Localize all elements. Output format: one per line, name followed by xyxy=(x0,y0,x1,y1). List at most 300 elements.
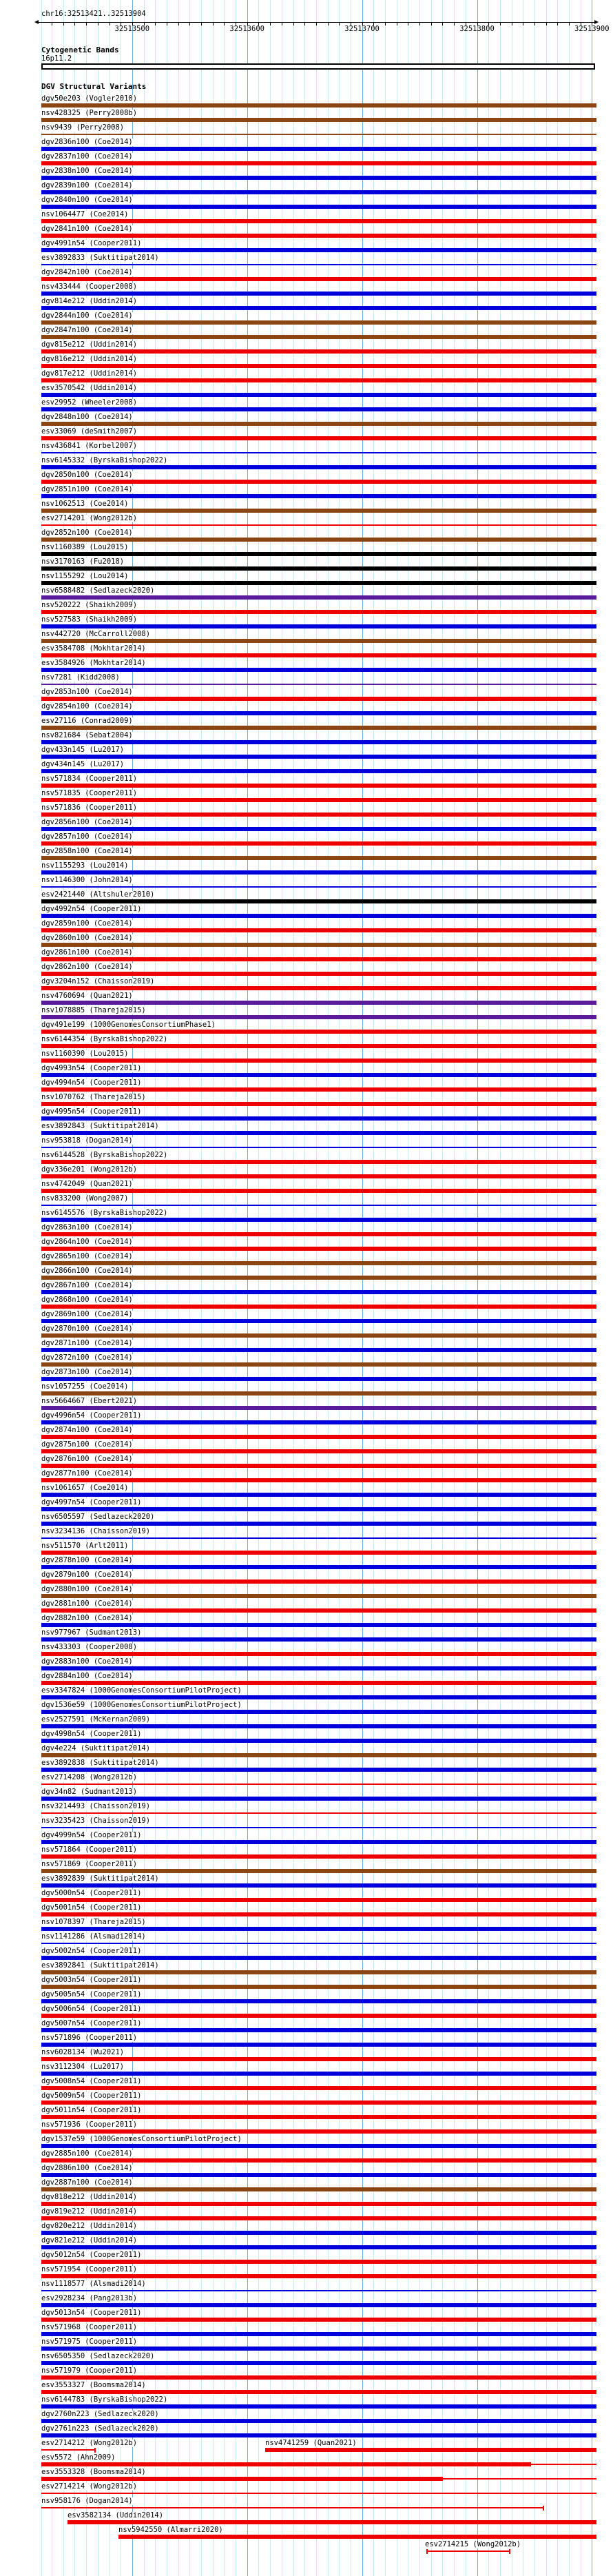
variant-label[interactable]: nsv1118577 (Alsmadi2014) xyxy=(41,2280,146,2288)
variant-label[interactable]: nsv571975 (Cooper2011) xyxy=(41,2338,138,2346)
variant-label[interactable]: nsv6144528 (ByrskaBishop2022) xyxy=(41,1151,168,1159)
variant-label[interactable]: dgv2842n100 (Coe2014) xyxy=(41,268,133,276)
variant-label[interactable]: esv3892839 (Suktitipat2014) xyxy=(41,1874,159,1883)
variant-label[interactable]: dgv2883n100 (Coe2014) xyxy=(41,1657,133,1666)
variant-label[interactable]: dgv4999n54 (Cooper2011) xyxy=(41,1831,142,1839)
variant-label[interactable]: dgv2871n100 (Coe2014) xyxy=(41,1339,133,1347)
variant-bar[interactable] xyxy=(41,349,596,354)
variant-line[interactable] xyxy=(41,1205,596,1206)
variant-label[interactable]: nsv6588482 (Sedlazeck2020) xyxy=(41,586,155,595)
variant-label[interactable]: nsv1078397 (Thareja2015) xyxy=(41,1918,146,1926)
variant-label[interactable]: dgv816e212 (Uddin2014) xyxy=(41,355,138,363)
variant-bar[interactable] xyxy=(41,856,596,860)
variant-bar[interactable] xyxy=(41,378,596,382)
variant-label[interactable]: dgv2853n100 (Coe2014) xyxy=(41,688,133,696)
variant-label[interactable]: nsv433303 (Cooper2008) xyxy=(41,1643,138,1651)
variant-label[interactable]: nsv1155293 (Lou2014) xyxy=(41,861,129,870)
variant-label[interactable]: nsv571835 (Cooper2011) xyxy=(41,789,138,797)
variant-label[interactable]: dgv4993n54 (Cooper2011) xyxy=(41,1064,142,1072)
variant-label[interactable]: nsv571834 (Cooper2011) xyxy=(41,775,138,783)
variant-bar[interactable] xyxy=(41,465,596,469)
variant-bar[interactable] xyxy=(41,1666,596,1670)
variant-bar[interactable] xyxy=(41,2274,596,2278)
variant-bar[interactable] xyxy=(41,1073,596,1077)
variant-label[interactable]: dgv4991n54 (Cooper2011) xyxy=(41,239,142,247)
variant-bar[interactable] xyxy=(41,1044,596,1048)
variant-label[interactable]: esv3584926 (Mokhtar2014) xyxy=(41,659,146,667)
variant-label[interactable]: dgv817e212 (Uddin2014) xyxy=(41,369,138,378)
variant-bar[interactable] xyxy=(41,190,596,194)
variant-label[interactable]: dgv2838n100 (Coe2014) xyxy=(41,167,133,175)
variant-label[interactable]: dgv491e199 (1000GenomesConsortiumPhase1) xyxy=(41,1021,216,1029)
variant-label[interactable]: dgv2865n100 (Coe2014) xyxy=(41,1252,133,1260)
variant-bar[interactable] xyxy=(41,2361,596,2365)
variant-bar[interactable] xyxy=(41,1883,596,1888)
variant-bar[interactable] xyxy=(41,624,596,628)
variant-label[interactable]: dgv3204n152 (Chaisson2019) xyxy=(41,977,155,985)
variant-bar[interactable] xyxy=(41,769,596,773)
variant-bar[interactable] xyxy=(41,1580,596,1584)
variant-bar[interactable] xyxy=(41,1377,596,1381)
variant-label[interactable]: esv3892838 (Suktitipat2014) xyxy=(41,1759,159,1767)
variant-bar[interactable] xyxy=(41,914,596,918)
variant-label[interactable]: dgv821e212 (Uddin2014) xyxy=(41,2236,138,2245)
variant-label[interactable]: nsv977967 (Sudmant2013) xyxy=(41,1628,142,1637)
variant-bar[interactable] xyxy=(41,277,596,281)
variant-bar[interactable] xyxy=(41,176,596,180)
variant-label[interactable]: dgv2867n100 (Coe2014) xyxy=(41,1281,133,1289)
variant-bar[interactable] xyxy=(41,364,596,368)
variant-bar[interactable] xyxy=(41,740,596,744)
variant-label[interactable]: esv2714212 (Wong2012b) xyxy=(41,2439,138,2447)
variant-line[interactable] xyxy=(41,264,596,265)
variant-label[interactable]: dgv2760n223 (Sedlazeck2020) xyxy=(41,2410,159,2418)
variant-bar[interactable] xyxy=(41,899,596,903)
variant-bar[interactable] xyxy=(41,668,596,672)
variant-bar[interactable] xyxy=(41,1753,596,1757)
variant-label[interactable]: dgv2839n100 (Coe2014) xyxy=(41,181,133,190)
variant-bar[interactable] xyxy=(41,509,596,513)
variant-bar[interactable] xyxy=(41,1956,596,1960)
variant-bar[interactable] xyxy=(41,1464,596,1468)
variant-bar[interactable] xyxy=(41,205,596,209)
variant-bar[interactable] xyxy=(41,1290,596,1294)
variant-bar[interactable] xyxy=(41,1594,596,1598)
variant-label[interactable]: esv3892833 (Suktitipat2014) xyxy=(41,254,159,262)
variant-bar[interactable] xyxy=(41,595,596,600)
variant-bar[interactable] xyxy=(41,697,596,701)
variant-bar[interactable] xyxy=(41,943,596,947)
variant-bar[interactable] xyxy=(41,2144,596,2148)
variant-bar[interactable] xyxy=(41,2129,596,2134)
variant-label[interactable]: dgv2862n100 (Coe2014) xyxy=(41,963,133,971)
variant-bar[interactable] xyxy=(41,1189,596,1193)
variant-bar[interactable] xyxy=(41,2072,596,2076)
variant-label[interactable]: dgv2887n100 (Coe2014) xyxy=(41,2178,133,2187)
variant-bar[interactable] xyxy=(41,1710,596,1714)
variant-bar[interactable] xyxy=(41,986,596,990)
variant-label[interactable]: nsv6028134 (Wu2021) xyxy=(41,2048,125,2056)
variant-bar[interactable] xyxy=(41,1333,596,1338)
variant-bar[interactable] xyxy=(41,2158,596,2163)
variant-label[interactable]: dgv5011n54 (Cooper2011) xyxy=(41,2106,142,2114)
variant-label[interactable]: nsv5664667 (Ebert2021) xyxy=(41,1397,138,1405)
variant-bar[interactable] xyxy=(41,581,596,585)
variant-bar[interactable] xyxy=(41,2231,596,2235)
variant-label[interactable]: dgv1537e59 (1000GenomesConsortiumPilotProject) xyxy=(41,2135,242,2143)
variant-bar[interactable] xyxy=(41,1565,596,1569)
variant-label[interactable]: dgv5002n54 (Cooper2011) xyxy=(41,1947,142,1955)
variant-label[interactable]: dgv2881n100 (Coe2014) xyxy=(41,1599,133,1608)
variant-bar[interactable] xyxy=(41,1232,596,1236)
variant-label[interactable]: esv3570542 (Uddin2014) xyxy=(41,384,138,392)
variant-bar[interactable] xyxy=(41,812,596,817)
variant-label[interactable]: dgv5009n54 (Cooper2011) xyxy=(41,2092,142,2100)
variant-line[interactable] xyxy=(41,1812,596,1814)
variant-label[interactable]: dgv2875n100 (Coe2014) xyxy=(41,1440,133,1449)
variant-line[interactable] xyxy=(41,1537,596,1539)
variant-bar[interactable] xyxy=(41,928,596,932)
variant-bar[interactable] xyxy=(41,972,596,976)
variant-label[interactable]: dgv5013n54 (Cooper2011) xyxy=(41,2309,142,2317)
variant-label[interactable]: esv5572 (Ahn2009) xyxy=(41,2453,116,2462)
variant-bar[interactable] xyxy=(41,1869,596,1873)
variant-label[interactable]: nsv5942550 (Almarri2020) xyxy=(118,2526,223,2534)
variant-bar[interactable] xyxy=(41,2028,596,2032)
variant-label[interactable]: nsv6144783 (ByrskaBishop2022) xyxy=(41,2395,168,2404)
variant-line[interactable] xyxy=(41,134,596,135)
variant-label[interactable]: esv3553327 (Boomsma2014) xyxy=(41,2381,146,2389)
variant-label[interactable]: dgv2859n100 (Coe2014) xyxy=(41,919,133,928)
variant-label[interactable]: nsv1064477 (Coe2014) xyxy=(41,210,129,218)
variant-label[interactable]: nsv833200 (Wong2007) xyxy=(41,1194,129,1203)
variant-bar[interactable] xyxy=(41,436,596,440)
variant-label[interactable]: dgv2884n100 (Coe2014) xyxy=(41,1672,133,1680)
variant-label[interactable]: dgv336e201 (Wong2012b) xyxy=(41,1165,138,1174)
variant-bar[interactable] xyxy=(41,1160,596,1164)
variant-bar[interactable] xyxy=(41,1768,596,1772)
variant-bar[interactable] xyxy=(41,1695,596,1699)
variant-bar[interactable] xyxy=(41,248,596,252)
variant-label[interactable]: dgv2837n100 (Coe2014) xyxy=(41,152,133,161)
variant-label[interactable]: nsv3214493 (Chaisson2019) xyxy=(41,1802,151,1810)
variant-label[interactable]: dgv5006n54 (Cooper2011) xyxy=(41,2005,142,2013)
variant-label[interactable]: dgv2864n100 (Coe2014) xyxy=(41,1238,133,1246)
variant-label[interactable]: esv2928234 (Pang2013b) xyxy=(41,2294,138,2302)
variant-bar[interactable] xyxy=(41,1001,596,1005)
variant-bar[interactable] xyxy=(41,1970,596,1974)
variant-label[interactable]: nsv3112304 (Lu2017) xyxy=(41,2063,125,2071)
variant-bar[interactable] xyxy=(41,610,596,614)
variant-label[interactable]: esv2421440 (Altshuler2010) xyxy=(41,890,155,899)
variant-line[interactable] xyxy=(41,1783,596,1785)
variant-bar[interactable] xyxy=(41,1030,596,1034)
variant-label[interactable]: dgv2852n100 (Coe2014) xyxy=(41,529,133,537)
variant-label[interactable]: dgv4e224 (Suktitipat2014) xyxy=(41,1744,151,1752)
variant-bar[interactable] xyxy=(41,566,596,571)
variant-label[interactable]: nsv958176 (Dogan2014) xyxy=(41,2497,133,2505)
variant-bar[interactable] xyxy=(41,393,596,397)
variant-label[interactable]: esv3347824 (1000GenomesConsortiumPilotProject) xyxy=(41,1686,242,1695)
variant-bar[interactable] xyxy=(41,422,596,426)
variant-label[interactable]: nsv1155292 (Lou2014) xyxy=(41,572,129,580)
variant-label[interactable]: esv2714215 (Wong2012b) xyxy=(425,2540,521,2548)
variant-label[interactable]: nsv4760694 (Quan2021) xyxy=(41,992,133,1000)
variant-label[interactable]: dgv2885n100 (Coe2014) xyxy=(41,2149,133,2158)
variant-label[interactable]: dgv2858n100 (Coe2014) xyxy=(41,847,133,855)
variant-line[interactable] xyxy=(41,2290,596,2291)
variant-label[interactable]: esv3553328 (Boomsma2014) xyxy=(41,2468,146,2476)
cytoband-bar[interactable] xyxy=(41,63,595,70)
variant-label[interactable]: nsv571968 (Cooper2011) xyxy=(41,2323,138,2331)
variant-line[interactable] xyxy=(41,1943,596,1944)
variant-bar[interactable] xyxy=(41,1406,596,1410)
variant-label[interactable]: dgv4997n54 (Cooper2011) xyxy=(41,1498,142,1506)
variant-bar[interactable] xyxy=(41,1478,596,1482)
variant-label[interactable]: dgv2882n100 (Coe2014) xyxy=(41,1614,133,1622)
variant-bar[interactable] xyxy=(41,2202,596,2206)
variant-label[interactable]: nsv1160389 (Lou2015) xyxy=(41,543,129,551)
variant-label[interactable]: nsv571954 (Cooper2011) xyxy=(41,2265,138,2273)
variant-label[interactable]: dgv2878n100 (Coe2014) xyxy=(41,1556,133,1564)
variant-bar[interactable] xyxy=(41,1059,596,1063)
variant-label[interactable]: nsv1061657 (Coe2014) xyxy=(41,1484,129,1492)
variant-bar[interactable] xyxy=(41,2014,596,2018)
variant-label[interactable]: esv33069 (deSmith2007) xyxy=(41,427,138,436)
variant-label[interactable]: esv3892841 (Suktitipat2014) xyxy=(41,1961,159,1970)
variant-bar[interactable] xyxy=(67,2520,596,2524)
variant-label[interactable]: nsv571979 (Cooper2011) xyxy=(41,2367,138,2375)
variant-label[interactable]: nsv1057255 (Coe2014) xyxy=(41,1382,129,1391)
variant-label[interactable]: dgv5008n54 (Cooper2011) xyxy=(41,2077,142,2085)
variant-label[interactable]: nsv428325 (Perry2008b) xyxy=(41,109,138,117)
variant-bar[interactable] xyxy=(41,711,596,715)
variant-label[interactable]: dgv815e212 (Uddin2014) xyxy=(41,340,138,349)
variant-label[interactable]: dgv4994n54 (Cooper2011) xyxy=(41,1079,142,1087)
variant-bar[interactable] xyxy=(41,2318,596,2322)
variant-label[interactable]: dgv2857n100 (Coe2014) xyxy=(41,832,133,841)
variant-bar[interactable] xyxy=(41,2419,596,2423)
variant-bar[interactable] xyxy=(41,1087,596,1092)
variant-bar[interactable] xyxy=(41,1999,596,2003)
variant-bar[interactable] xyxy=(41,2260,596,2264)
variant-label[interactable]: nsv9439 (Perry2008) xyxy=(41,123,125,132)
variant-bar[interactable] xyxy=(41,1218,596,1222)
variant-label[interactable]: dgv814e212 (Uddin2014) xyxy=(41,297,138,305)
variant-line[interactable] xyxy=(41,2507,543,2508)
variant-label[interactable]: nsv6505350 (Sedlazeck2020) xyxy=(41,2352,155,2360)
variant-label[interactable]: nsv4741259 (Quan2021) xyxy=(265,2439,357,2447)
variant-label[interactable]: nsv7281 (Kidd2008) xyxy=(41,673,120,682)
variant-line[interactable] xyxy=(41,886,596,888)
variant-label[interactable]: nsv1146300 (John2014) xyxy=(41,876,133,884)
variant-bar[interactable] xyxy=(41,2303,596,2307)
variant-bar[interactable] xyxy=(41,1348,596,1352)
variant-label[interactable]: dgv4992n54 (Cooper2011) xyxy=(41,905,142,913)
variant-label[interactable]: dgv2836n100 (Coe2014) xyxy=(41,138,133,146)
variant-bar[interactable] xyxy=(41,1420,596,1424)
variant-bar[interactable] xyxy=(41,2390,596,2394)
variant-label[interactable]: esv3582134 (Uddin2014) xyxy=(67,2511,164,2519)
variant-bar[interactable] xyxy=(41,335,596,339)
variant-label[interactable]: nsv6145576 (ByrskaBishop2022) xyxy=(41,1209,168,1217)
variant-label[interactable]: dgv4998n54 (Cooper2011) xyxy=(41,1730,142,1738)
variant-bar[interactable] xyxy=(41,1174,596,1178)
variant-bar[interactable] xyxy=(41,234,596,238)
variant-bar[interactable] xyxy=(41,1276,596,1280)
variant-bar[interactable] xyxy=(41,118,596,122)
variant-bar[interactable] xyxy=(41,2057,596,2061)
variant-bar[interactable] xyxy=(41,2477,443,2481)
variant-label[interactable]: dgv5007n54 (Cooper2011) xyxy=(41,2019,142,2027)
variant-line[interactable] xyxy=(41,452,596,453)
variant-bar[interactable] xyxy=(41,292,596,296)
variant-bar[interactable] xyxy=(118,2535,596,2539)
variant-label[interactable]: nsv6145332 (ByrskaBishop2022) xyxy=(41,456,168,464)
variant-label[interactable]: esv3892843 (Suktitipat2014) xyxy=(41,1122,159,1130)
variant-label[interactable]: dgv2841n100 (Coe2014) xyxy=(41,225,133,233)
variant-label[interactable]: esv29952 (Wheeler2008) xyxy=(41,398,138,407)
variant-label[interactable]: dgv2873n100 (Coe2014) xyxy=(41,1368,133,1376)
variant-label[interactable]: dgv2844n100 (Coe2014) xyxy=(41,311,133,320)
variant-label[interactable]: dgv2847n100 (Coe2014) xyxy=(41,326,133,334)
variant-label[interactable]: dgv2869n100 (Coe2014) xyxy=(41,1310,133,1318)
variant-bar[interactable] xyxy=(41,2216,596,2220)
variant-label[interactable]: dgv820e212 (Uddin2014) xyxy=(41,2222,138,2230)
variant-bar[interactable] xyxy=(41,639,596,643)
variant-line[interactable] xyxy=(443,2478,596,2480)
variant-label[interactable]: dgv2854n100 (Coe2014) xyxy=(41,702,133,711)
variant-line[interactable] xyxy=(531,2464,596,2465)
variant-bar[interactable] xyxy=(41,538,596,542)
variant-bar[interactable] xyxy=(41,1305,596,1309)
variant-label[interactable]: dgv5003n54 (Cooper2011) xyxy=(41,1976,142,1984)
variant-bar[interactable] xyxy=(41,1319,596,1323)
variant-label[interactable]: dgv2877n100 (Coe2014) xyxy=(41,1469,133,1478)
variant-bar[interactable] xyxy=(41,2462,531,2466)
variant-label[interactable]: dgv2861n100 (Coe2014) xyxy=(41,948,133,957)
variant-label[interactable]: dgv2860n100 (Coe2014) xyxy=(41,934,133,942)
variant-label[interactable]: nsv1160390 (Lou2015) xyxy=(41,1050,129,1058)
variant-bar[interactable] xyxy=(41,1681,596,1685)
variant-label[interactable]: nsv3234136 (Chaisson2019) xyxy=(41,1527,151,1535)
variant-bar[interactable] xyxy=(41,2245,596,2249)
variant-bar[interactable] xyxy=(41,1985,596,1989)
variant-bar[interactable] xyxy=(41,1797,596,1801)
variant-bar[interactable] xyxy=(41,841,596,846)
variant-bar[interactable] xyxy=(41,1608,596,1613)
variant-label[interactable]: dgv2879n100 (Coe2014) xyxy=(41,1571,133,1579)
variant-bar[interactable] xyxy=(41,1449,596,1453)
variant-label[interactable]: dgv2886n100 (Coe2014) xyxy=(41,2164,133,2172)
variant-line[interactable] xyxy=(41,684,596,685)
variant-bar[interactable] xyxy=(41,827,596,831)
variant-line[interactable] xyxy=(41,1827,596,1828)
variant-label[interactable]: nsv571864 (Cooper2011) xyxy=(41,1846,138,1854)
variant-label[interactable]: dgv50e203 (Vogler2010) xyxy=(41,94,138,103)
variant-label[interactable]: dgv2872n100 (Coe2014) xyxy=(41,1353,133,1362)
variant-label[interactable]: dgv2880n100 (Coe2014) xyxy=(41,1585,133,1593)
variant-bar[interactable] xyxy=(41,1522,596,1526)
variant-label[interactable]: nsv3235423 (Chaisson2019) xyxy=(41,1817,151,1825)
variant-label[interactable]: nsv511570 (Arlt2011) xyxy=(41,1542,129,1550)
variant-label[interactable]: dgv819e212 (Uddin2014) xyxy=(41,2207,138,2216)
variant-label[interactable]: dgv4995n54 (Cooper2011) xyxy=(41,1107,142,1116)
variant-label[interactable]: nsv953818 (Dogan2014) xyxy=(41,1136,133,1145)
variant-bar[interactable] xyxy=(41,320,596,325)
variant-bar[interactable] xyxy=(41,147,596,151)
variant-label[interactable]: esv3584708 (Mokhtar2014) xyxy=(41,644,146,653)
variant-bar[interactable] xyxy=(41,1493,596,1497)
variant-label[interactable]: dgv2868n100 (Coe2014) xyxy=(41,1296,133,1304)
variant-label[interactable]: dgv2840n100 (Coe2014) xyxy=(41,196,133,204)
variant-bar[interactable] xyxy=(41,1015,596,1019)
variant-label[interactable]: dgv2866n100 (Coe2014) xyxy=(41,1267,133,1275)
variant-bar[interactable] xyxy=(41,957,596,961)
variant-bar[interactable] xyxy=(41,219,596,223)
variant-bar[interactable] xyxy=(41,798,596,802)
variant-line[interactable] xyxy=(41,2449,94,2451)
variant-bar[interactable] xyxy=(41,2332,596,2336)
variant-bar[interactable] xyxy=(41,2100,596,2105)
variant-bar[interactable] xyxy=(41,552,596,556)
variant-label[interactable]: nsv571896 (Cooper2011) xyxy=(41,2034,138,2042)
variant-bar[interactable] xyxy=(265,2448,596,2452)
variant-label[interactable]: nsv436841 (Korbel2007) xyxy=(41,442,138,450)
variant-label[interactable]: nsv1141286 (Alsmadi2014) xyxy=(41,1932,146,1941)
variant-bar[interactable] xyxy=(41,103,596,108)
variant-label[interactable]: dgv2874n100 (Coe2014) xyxy=(41,1426,133,1434)
variant-line[interactable] xyxy=(41,2493,596,2494)
variant-label[interactable]: nsv3170163 (Fu2018) xyxy=(41,558,125,566)
variant-bar[interactable] xyxy=(41,726,596,730)
variant-bar[interactable] xyxy=(41,2115,596,2119)
variant-bar[interactable] xyxy=(41,653,596,657)
variant-label[interactable]: dgv5001n54 (Cooper2011) xyxy=(41,1903,142,1912)
variant-label[interactable]: dgv2876n100 (Coe2014) xyxy=(41,1455,133,1463)
variant-bar[interactable] xyxy=(41,1927,596,1931)
variant-label[interactable]: nsv433444 (Cooper2008) xyxy=(41,283,138,291)
variant-bar[interactable] xyxy=(41,870,596,875)
variant-line[interactable] xyxy=(41,524,596,526)
variant-bar[interactable] xyxy=(41,1652,596,1656)
variant-bar[interactable] xyxy=(41,1391,596,1396)
variant-bar[interactable] xyxy=(41,1739,596,1743)
variant-label[interactable]: dgv4996n54 (Cooper2011) xyxy=(41,1411,142,1420)
variant-label[interactable]: nsv6144354 (ByrskaBishop2022) xyxy=(41,1035,168,1043)
variant-bar[interactable] xyxy=(41,1102,596,1106)
variant-label[interactable]: nsv821684 (Sebat2004) xyxy=(41,731,133,739)
variant-label[interactable]: dgv1536e59 (1000GenomesConsortiumPilotProject) xyxy=(41,1701,242,1709)
variant-bar[interactable] xyxy=(41,1854,596,1859)
variant-bar[interactable] xyxy=(41,784,596,788)
variant-label[interactable]: nsv1062513 (Coe2014) xyxy=(41,500,129,508)
variant-label[interactable]: dgv2870n100 (Coe2014) xyxy=(41,1325,133,1333)
variant-bar[interactable] xyxy=(41,1623,596,1627)
variant-bar[interactable] xyxy=(41,755,596,759)
variant-bar[interactable] xyxy=(41,2086,596,2090)
variant-bar[interactable] xyxy=(41,1898,596,1902)
variant-label[interactable]: dgv2850n100 (Coe2014) xyxy=(41,471,133,479)
variant-bar[interactable] xyxy=(41,2043,596,2047)
variant-bar[interactable] xyxy=(41,1116,596,1121)
variant-label[interactable]: dgv2863n100 (Coe2014) xyxy=(41,1223,133,1231)
variant-label[interactable]: dgv5005n54 (Cooper2011) xyxy=(41,1990,142,1999)
variant-bar[interactable] xyxy=(41,2433,596,2437)
variant-label[interactable]: esv2714214 (Wong2012b) xyxy=(41,2482,138,2491)
variant-bar[interactable] xyxy=(41,480,596,484)
variant-label[interactable]: nsv442720 (McCarroll2008) xyxy=(41,630,151,638)
